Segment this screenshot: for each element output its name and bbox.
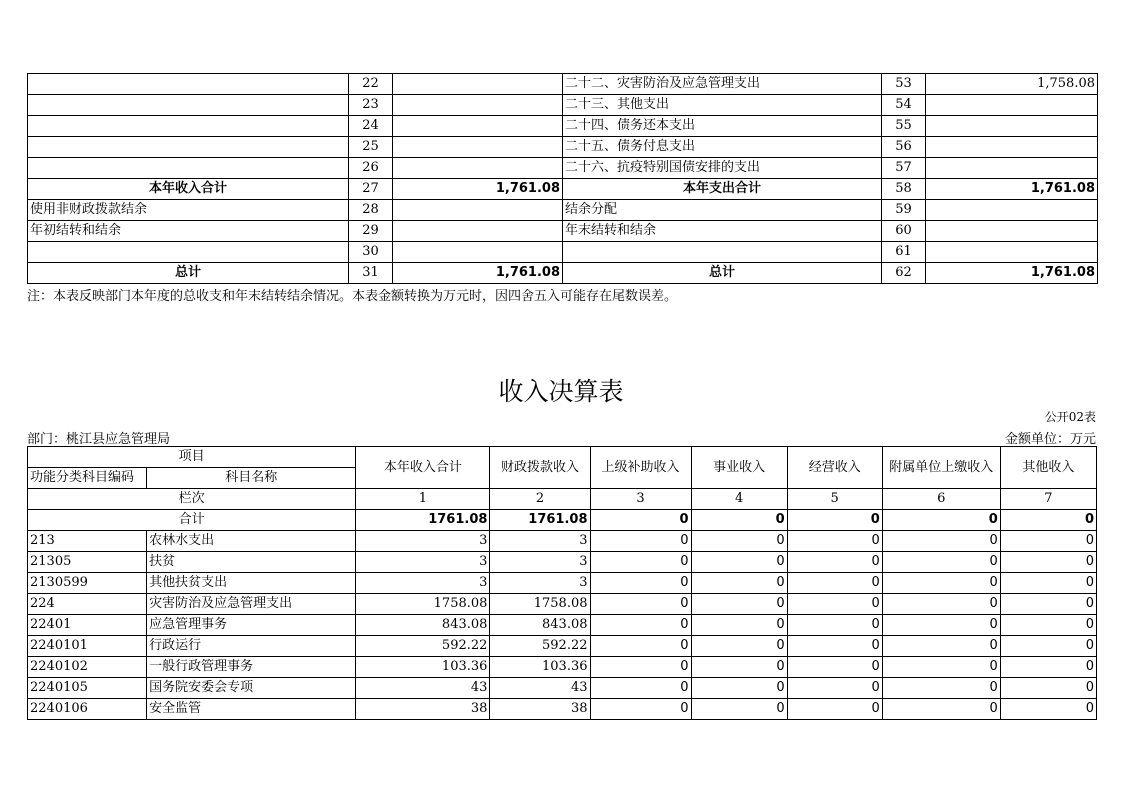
subject-code: 21305 bbox=[28, 552, 147, 573]
left-amount bbox=[393, 242, 563, 263]
amount-cell: 0 bbox=[590, 699, 691, 720]
right-amount bbox=[926, 95, 1098, 116]
header-col: 上级补助收入 bbox=[590, 447, 691, 489]
header-col: 本年收入合计 bbox=[356, 447, 490, 489]
header-col: 事业收入 bbox=[691, 447, 787, 489]
total-row bbox=[28, 510, 1097, 531]
left-item bbox=[28, 116, 349, 137]
right-item: 本年支出合计 bbox=[563, 179, 882, 200]
right-line-number: 55 bbox=[882, 116, 926, 137]
header-col: 财政拨款收入 bbox=[490, 447, 590, 489]
amount-cell: 3 bbox=[356, 573, 490, 594]
col-number: 2 bbox=[490, 489, 590, 510]
amount-cell: 0 bbox=[590, 678, 691, 699]
amount-cell: 0 bbox=[787, 594, 882, 615]
amount-cell: 0 bbox=[882, 636, 1000, 657]
left-line-number: 30 bbox=[349, 242, 393, 263]
amount-cell: 0 bbox=[691, 657, 787, 678]
lanci-row bbox=[28, 489, 1097, 510]
amount-cell: 0 bbox=[691, 678, 787, 699]
amount-cell: 0 bbox=[882, 678, 1000, 699]
right-line-number: 53 bbox=[882, 74, 926, 95]
amount-cell: 0 bbox=[691, 531, 787, 552]
left-amount: 1,761.08 bbox=[393, 179, 563, 200]
amount-cell: 843.08 bbox=[490, 615, 590, 636]
table-number: 公开02表 bbox=[1044, 410, 1096, 424]
right-amount bbox=[926, 116, 1098, 137]
amount-cell: 0 bbox=[691, 615, 787, 636]
left-amount bbox=[393, 200, 563, 221]
left-amount: 1,761.08 bbox=[393, 263, 563, 284]
amount-cell: 0 bbox=[882, 615, 1000, 636]
right-item: 二十四、债务还本支出 bbox=[563, 116, 882, 137]
amount-cell: 103.36 bbox=[356, 657, 490, 678]
summary-row bbox=[28, 179, 1098, 200]
header-code: 功能分类科目编码 bbox=[28, 468, 147, 489]
summary-row bbox=[28, 137, 1098, 158]
left-line-number: 27 bbox=[349, 179, 393, 200]
total-value: 0 bbox=[1000, 510, 1096, 531]
amount-cell: 0 bbox=[590, 594, 691, 615]
amount-cell: 0 bbox=[691, 636, 787, 657]
left-amount bbox=[393, 158, 563, 179]
header-item: 项目 bbox=[28, 447, 356, 468]
table-row bbox=[28, 699, 1097, 720]
table-row bbox=[28, 657, 1097, 678]
left-amount bbox=[393, 116, 563, 137]
total-value: 0 bbox=[691, 510, 787, 531]
left-line-number: 25 bbox=[349, 137, 393, 158]
left-amount bbox=[393, 137, 563, 158]
income-table bbox=[27, 446, 1097, 720]
amount-cell: 0 bbox=[590, 636, 691, 657]
header-row bbox=[28, 447, 1097, 468]
right-amount bbox=[926, 200, 1098, 221]
left-item bbox=[28, 242, 349, 263]
amount-cell: 43 bbox=[490, 678, 590, 699]
amount-cell: 0 bbox=[787, 699, 882, 720]
amount-cell: 38 bbox=[356, 699, 490, 720]
right-line-number: 59 bbox=[882, 200, 926, 221]
amount-cell: 0 bbox=[1000, 636, 1096, 657]
right-line-number: 58 bbox=[882, 179, 926, 200]
left-item bbox=[28, 137, 349, 158]
amount-cell: 592.22 bbox=[490, 636, 590, 657]
left-amount bbox=[393, 74, 563, 95]
amount-cell: 592.22 bbox=[356, 636, 490, 657]
amount-cell: 0 bbox=[882, 531, 1000, 552]
right-amount bbox=[926, 242, 1098, 263]
amount-cell: 0 bbox=[1000, 552, 1096, 573]
left-item bbox=[28, 74, 349, 95]
right-amount: 1,761.08 bbox=[926, 179, 1098, 200]
total-label: 合计 bbox=[28, 510, 356, 531]
left-line-number: 22 bbox=[349, 74, 393, 95]
subject-code: 2130599 bbox=[28, 573, 147, 594]
left-item bbox=[28, 158, 349, 179]
right-amount: 1,758.08 bbox=[926, 74, 1098, 95]
lanci-label: 栏次 bbox=[28, 489, 356, 510]
subject-name: 扶贫 bbox=[147, 552, 356, 573]
amount-cell: 43 bbox=[356, 678, 490, 699]
left-item bbox=[28, 95, 349, 116]
subject-code: 2240102 bbox=[28, 657, 147, 678]
left-line-number: 29 bbox=[349, 221, 393, 242]
amount-cell: 0 bbox=[787, 615, 882, 636]
amount-cell: 3 bbox=[356, 552, 490, 573]
right-item: 二十三、其他支出 bbox=[563, 95, 882, 116]
amount-cell: 0 bbox=[787, 531, 882, 552]
amount-cell: 0 bbox=[691, 573, 787, 594]
amount-cell: 0 bbox=[1000, 615, 1096, 636]
amount-cell: 0 bbox=[590, 657, 691, 678]
amount-cell: 0 bbox=[882, 699, 1000, 720]
summary-row bbox=[28, 95, 1098, 116]
left-line-number: 28 bbox=[349, 200, 393, 221]
department-label: 部门：桃江县应急管理局 bbox=[27, 432, 171, 447]
total-value: 0 bbox=[882, 510, 1000, 531]
subject-code: 2240106 bbox=[28, 699, 147, 720]
left-item: 使用非财政拨款结余 bbox=[28, 200, 349, 221]
total-value: 1761.08 bbox=[356, 510, 490, 531]
summary-row bbox=[28, 200, 1098, 221]
table-row bbox=[28, 678, 1097, 699]
amount-cell: 0 bbox=[882, 552, 1000, 573]
amount-cell: 3 bbox=[356, 531, 490, 552]
amount-cell: 0 bbox=[787, 636, 882, 657]
total-value: 0 bbox=[590, 510, 691, 531]
right-amount bbox=[926, 158, 1098, 179]
col-number: 4 bbox=[691, 489, 787, 510]
subject-code: 2240101 bbox=[28, 636, 147, 657]
col-number: 5 bbox=[787, 489, 882, 510]
amount-cell: 0 bbox=[1000, 657, 1096, 678]
header-col: 附属单位上缴收入 bbox=[882, 447, 1000, 489]
amount-cell: 3 bbox=[490, 531, 590, 552]
amount-cell: 0 bbox=[787, 657, 882, 678]
subject-name: 农林水支出 bbox=[147, 531, 356, 552]
table-row bbox=[28, 594, 1097, 615]
amount-cell: 3 bbox=[490, 552, 590, 573]
right-line-number: 57 bbox=[882, 158, 926, 179]
table-row bbox=[28, 636, 1097, 657]
header-col: 其他收入 bbox=[1000, 447, 1096, 489]
unit-label: 金额单位：万元 bbox=[1004, 432, 1096, 447]
amount-cell: 843.08 bbox=[356, 615, 490, 636]
summary-table bbox=[27, 73, 1098, 284]
col-number: 6 bbox=[882, 489, 1000, 510]
summary-row bbox=[28, 74, 1098, 95]
amount-cell: 3 bbox=[490, 573, 590, 594]
right-item: 总计 bbox=[563, 263, 882, 284]
left-amount bbox=[393, 95, 563, 116]
amount-cell: 0 bbox=[590, 552, 691, 573]
amount-cell: 0 bbox=[882, 594, 1000, 615]
left-line-number: 24 bbox=[349, 116, 393, 137]
right-item: 二十六、抗疫特别国债安排的支出 bbox=[563, 158, 882, 179]
amount-cell: 0 bbox=[1000, 594, 1096, 615]
amount-cell: 1758.08 bbox=[356, 594, 490, 615]
amount-cell: 0 bbox=[1000, 573, 1096, 594]
table-note: 注：本表反映部门本年度的总收支和年末结转结余情况。本表金额转换为万元时，因四舍五入可能存在尾数误差。 bbox=[27, 289, 678, 304]
table-row bbox=[28, 531, 1097, 552]
right-line-number: 56 bbox=[882, 137, 926, 158]
amount-cell: 0 bbox=[882, 573, 1000, 594]
col-number: 7 bbox=[1000, 489, 1096, 510]
right-item: 二十五、债务付息支出 bbox=[563, 137, 882, 158]
amount-cell: 0 bbox=[590, 573, 691, 594]
header-name: 科目名称 bbox=[147, 468, 356, 489]
table-row bbox=[28, 615, 1097, 636]
header-col: 经营收入 bbox=[787, 447, 882, 489]
total-value: 1761.08 bbox=[490, 510, 590, 531]
amount-cell: 0 bbox=[1000, 531, 1096, 552]
left-item: 本年收入合计 bbox=[28, 179, 349, 200]
right-line-number: 61 bbox=[882, 242, 926, 263]
left-item: 年初结转和结余 bbox=[28, 221, 349, 242]
amount-cell: 0 bbox=[691, 552, 787, 573]
col-number: 3 bbox=[590, 489, 691, 510]
right-line-number: 60 bbox=[882, 221, 926, 242]
right-amount: 1,761.08 bbox=[926, 263, 1098, 284]
subject-name: 行政运行 bbox=[147, 636, 356, 657]
subject-name: 国务院安委会专项 bbox=[147, 678, 356, 699]
subject-code: 2240105 bbox=[28, 678, 147, 699]
col-number: 1 bbox=[356, 489, 490, 510]
amount-cell: 0 bbox=[691, 594, 787, 615]
amount-cell: 0 bbox=[1000, 699, 1096, 720]
left-line-number: 23 bbox=[349, 95, 393, 116]
left-line-number: 26 bbox=[349, 158, 393, 179]
amount-cell: 0 bbox=[787, 552, 882, 573]
total-value: 0 bbox=[787, 510, 882, 531]
summary-row bbox=[28, 221, 1098, 242]
right-item: 二十二、灾害防治及应急管理支出 bbox=[563, 74, 882, 95]
amount-cell: 0 bbox=[590, 531, 691, 552]
subject-code: 224 bbox=[28, 594, 147, 615]
right-item bbox=[563, 242, 882, 263]
summary-row bbox=[28, 116, 1098, 137]
summary-row bbox=[28, 242, 1098, 263]
table-row bbox=[28, 573, 1097, 594]
left-amount bbox=[393, 221, 563, 242]
subject-code: 213 bbox=[28, 531, 147, 552]
subject-name: 安全监管 bbox=[147, 699, 356, 720]
subject-name: 一般行政管理事务 bbox=[147, 657, 356, 678]
amount-cell: 0 bbox=[590, 615, 691, 636]
amount-cell: 0 bbox=[1000, 678, 1096, 699]
summary-row bbox=[28, 263, 1098, 284]
right-amount bbox=[926, 137, 1098, 158]
amount-cell: 103.36 bbox=[490, 657, 590, 678]
subject-name: 其他扶贫支出 bbox=[147, 573, 356, 594]
table-row bbox=[28, 552, 1097, 573]
amount-cell: 1758.08 bbox=[490, 594, 590, 615]
left-item: 总计 bbox=[28, 263, 349, 284]
amount-cell: 38 bbox=[490, 699, 590, 720]
right-item: 年末结转和结余 bbox=[563, 221, 882, 242]
page-title: 收入决算表 bbox=[498, 377, 624, 406]
summary-row bbox=[28, 158, 1098, 179]
amount-cell: 0 bbox=[691, 699, 787, 720]
right-amount bbox=[926, 221, 1098, 242]
subject-name: 灾害防治及应急管理支出 bbox=[147, 594, 356, 615]
amount-cell: 0 bbox=[787, 573, 882, 594]
subject-name: 应急管理事务 bbox=[147, 615, 356, 636]
right-line-number: 62 bbox=[882, 263, 926, 284]
subject-code: 22401 bbox=[28, 615, 147, 636]
amount-cell: 0 bbox=[882, 657, 1000, 678]
right-item: 结余分配 bbox=[563, 200, 882, 221]
right-line-number: 54 bbox=[882, 95, 926, 116]
amount-cell: 0 bbox=[787, 678, 882, 699]
left-line-number: 31 bbox=[349, 263, 393, 284]
